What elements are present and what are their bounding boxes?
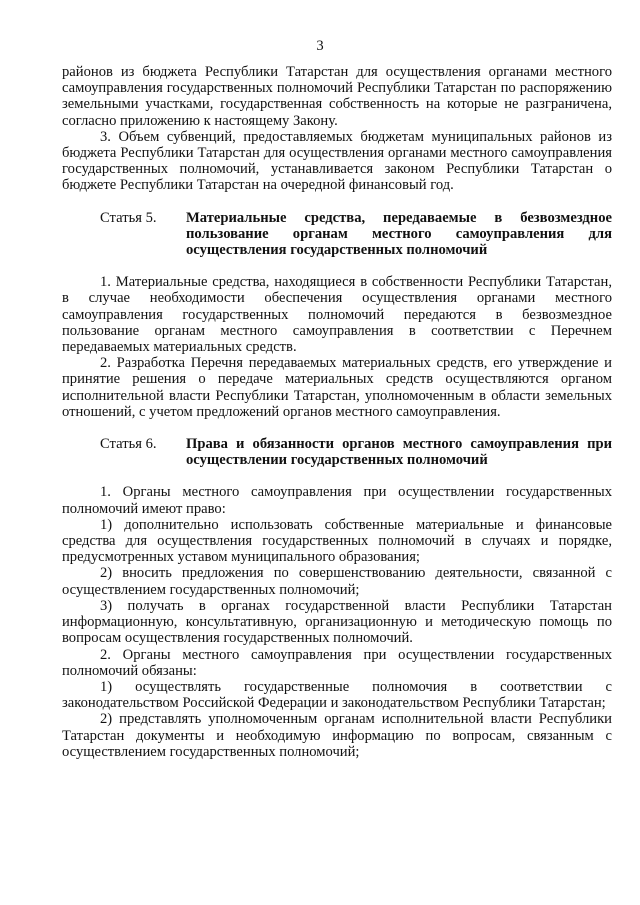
list-item: 1) осуществлять государственные полномочия в соответствии с законодательством Российской Федерации и законодательством Республики Татарстан; [62, 678, 612, 712]
article-title: Материальные средства, передаваемые в безвозмездное пользование органам местного самоуправления для осуществления государственных полномочий [186, 209, 612, 259]
article-number: Статья 6. [100, 436, 157, 453]
list-item: 2) представлять уполномоченным органам исполнительной власти Республики Татарстан документы и необходимую информацию по вопросам, связанным с осуществлением государственных полномочий; [62, 711, 612, 760]
list-item: 2) вносить предложения по совершенствованию деятельности, связанной с осуществлением государственных полномочий; [62, 565, 612, 598]
article-5-heading [62, 210, 612, 259]
article-title: Права и обязанности органов местного самоуправления при осуществлении государственных полномочий [186, 436, 612, 469]
paragraph: 1. Материальные средства, находящиеся в собственности Республики Татарстан, в случае необходимости обеспечения осуществления органами местного самоуправления государственных полномочий передаются в безвозмездное пользование органам местного самоуправления в соответствии с Перечнем передаваемых материальных средств. [62, 274, 612, 356]
article-number: Статья 5. [100, 209, 157, 226]
article-6-heading [62, 436, 612, 468]
paragraph-continuation: районов из бюджета Республики Татарстан для осуществления органами местного самоуправления государственных полномочий Республики Татарстан по распоряжению земельными участками, государственная собственность на которые не разграничена, согласно приложению к настоящему Закону. [62, 64, 612, 129]
document-body [62, 64, 612, 760]
paragraph: 3. Объем субвенций, предоставляемых бюджетам муниципальных районов из бюджета Республики Татарстан для осуществления органами местного самоуправления государственных полномочий, устанавливается законом Республики Татарстан о бюджете Республики Татарстан на очередной финансовый год. [62, 128, 612, 194]
paragraph: 2. Органы местного самоуправления при осуществлении государственных полномочий обязаны: [62, 646, 612, 679]
list-item: 3) получать в органах государственной власти Республики Татарстан информационную, консультативную, организационную и методическую помощь по вопросам осуществления государственных полномочий. [62, 597, 612, 647]
paragraph: 2. Разработка Перечня передаваемых материальных средств, его утверждение и принятие решения о передаче материальных средств осуществляются органом исполнительной власти Республики Татарстан, уполномоченным в области земельных отношений, с учетом предложений органов местного самоуправления. [62, 355, 612, 420]
list-item: 1) дополнительно использовать собственные материальные и финансовые средства для осуществления государственных полномочий в случаях и порядке, предусмотренных уставом муниципального образования; [62, 516, 612, 566]
paragraph: 1. Органы местного самоуправления при осуществлении государственных полномочий имеют право: [62, 484, 612, 517]
page-number: 3 [316, 38, 324, 54]
